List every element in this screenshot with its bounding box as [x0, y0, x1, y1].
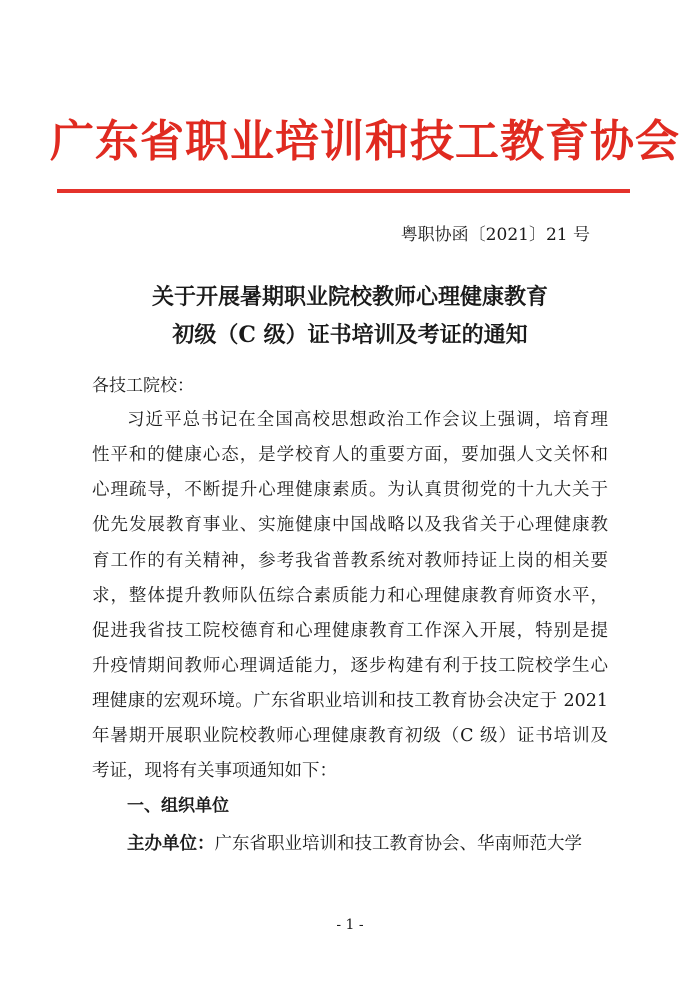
body-paragraph-line: 性平和的健康心态，是学校育人的重要方面，要加强人文关怀和 — [92, 445, 608, 465]
body-paragraph-line: 考证，现将有关事项通知如下： — [92, 761, 337, 781]
body-paragraph-line: 理健康的宏观环境。广东省职业培训和技工教育协会决定于 2021 — [92, 691, 608, 711]
section-1-heading: 一、组织单位 — [127, 796, 229, 816]
letterhead-red-rule — [57, 189, 630, 193]
page-number: - 1 - — [336, 917, 364, 933]
organizer-line — [127, 830, 608, 858]
document-number: 粤职协函〔2021〕21 号 — [400, 225, 590, 245]
body-paragraph-line: 求，整体提升教师队伍综合素质能力和心理健康教育师资水平， — [92, 586, 608, 606]
body-paragraph-line: 促进我省技工院校德育和心理健康教育工作深入开展，特别是提 — [92, 621, 608, 641]
body-paragraph-line: 年暑期开展职业院校教师心理健康教育初级（C 级）证书培训及 — [92, 726, 608, 746]
body-paragraph-line: 心理疏导，不断提升心理健康素质。为认真贯彻党的十九大关于 — [92, 480, 608, 500]
organizer-value: 广东省职业培训和技工教育协会、华南师范大学 — [214, 834, 582, 854]
body-paragraph-line: 优先发展教育事业、实施健康中国战略以及我省关于心理健康教 — [92, 515, 608, 535]
document-title-line-2: 初级（C 级）证书培训及考证的通知 — [172, 322, 528, 348]
body-paragraph-line: 习近平总书记在全国高校思想政治工作会议上强调，培育理 — [127, 410, 608, 430]
salutation: 各技工院校： — [92, 376, 194, 396]
body-paragraph-line: 升疫情期间教师心理调适能力，逐步构建有利于技工院校学生心 — [92, 656, 608, 676]
document-title-line-1: 关于开展暑期职业院校教师心理健康教育 — [151, 284, 548, 310]
organizer-label: 主办单位： — [127, 834, 215, 854]
body-paragraph-line: 育工作的有关精神，参考我省普教系统对教师持证上岗的相关要 — [92, 551, 608, 571]
letterhead-title: 广东省职业培训和技工教育协会 — [50, 116, 680, 167]
